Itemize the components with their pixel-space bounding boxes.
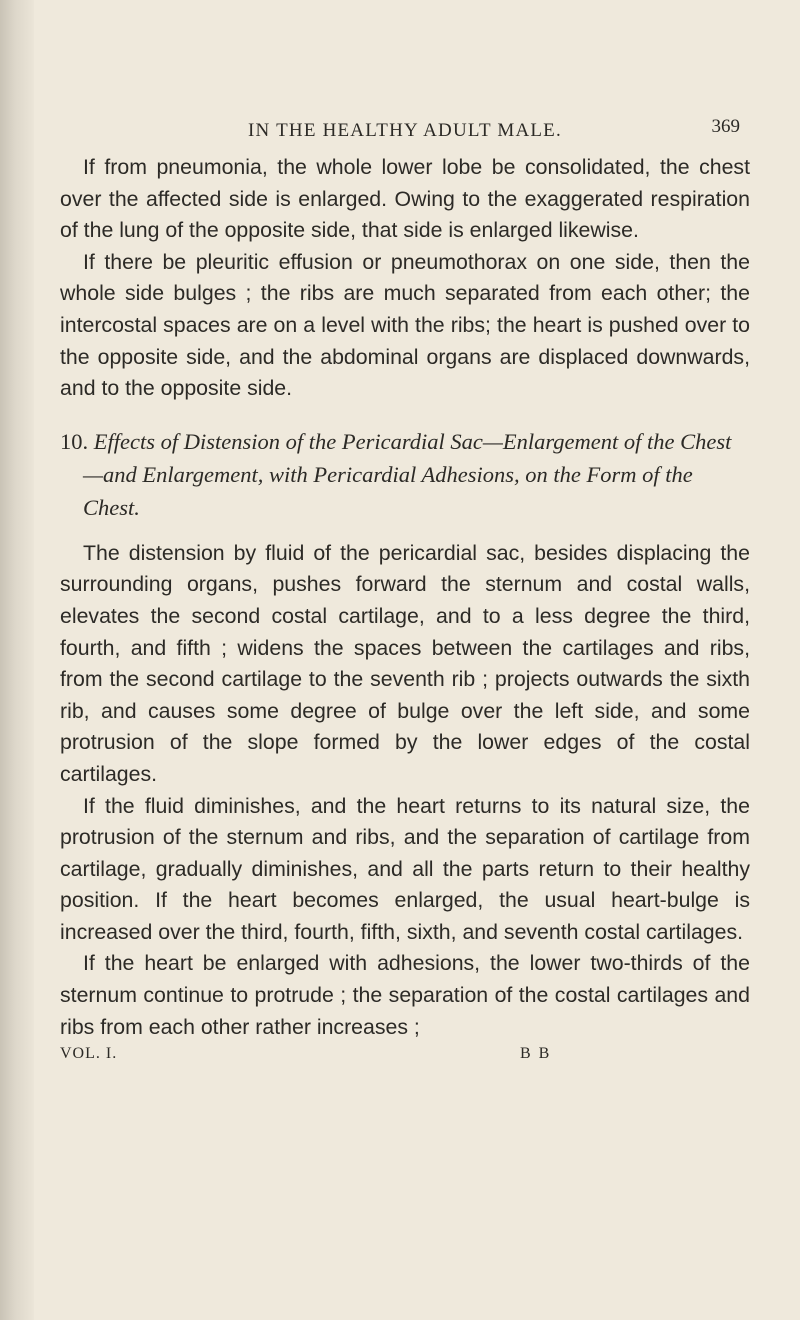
book-page (60, 112, 750, 1073)
running-head (60, 112, 750, 148)
paragraph-pleuritic-effusion: If there be pleuritic effusion or pneumothorax on one side, then the whole side bulges ; the ribs are much separated from each other; the intercostal spaces are on a level with the ribs; the heart is pushed over to the opposite side, and the abdominal organs are displaced downwards, and to the opposite side. (60, 249, 750, 401)
running-title: IN THE HEALTHY ADULT MALE. (248, 120, 562, 141)
page-number: 369 (711, 116, 740, 137)
section-title: Effects of Distension of the Pericardial Sac—Enlargement of the Chest—and Enlargement, with Pericardial Adhesions, on the Form of the Chest. (83, 428, 732, 520)
signature-mark: B B (520, 1045, 552, 1063)
page-footer (60, 1043, 750, 1073)
paragraph-fluid-diminishes: If the fluid diminishes, and the heart returns to its natural size, the protrusion of the sternum and ribs, and the separation of cartilage from cartilage, gradually diminishes, and all the parts return to their healthy position. If the heart becomes enlarged, the usual heart-bulge is increased over the third, fourth, fifth, sixth, and seventh costal cartilages. (60, 793, 750, 944)
binding-gutter (0, 0, 34, 1320)
paragraph-heart-adhesions: If the heart be enlarged with adhesions, the lower two-thirds of the sternum continue to protrude ; the separation of the costal cartilages and ribs from each other rather increases ; (60, 951, 750, 1039)
volume-label: VOL. I. (60, 1045, 118, 1063)
section-number: 10. (60, 428, 89, 454)
section-heading (60, 425, 750, 524)
paragraph-pericardial-distension: The distension by fluid of the pericardial sac, besides displacing the surrounding organs, pushes forward the sternum and costal walls, elevates the second costal cartilage, and to a less degree the third, fourth, and fifth ; widens the spaces between the cartilages and ribs, from the second cartilage to the seventh rib ; projects outwards the sixth rib, and causes some degree of bulge over the left side, and some protrusion of the slope formed by the lower edges of the costal cartilages. (60, 540, 750, 786)
paragraph-pneumonia: If from pneumonia, the whole lower lobe be consolidated, the chest over the affected side is enlarged. Owing to the exaggerated respiration of the lung of the opposite side, that side is enlarged likewise. (60, 155, 750, 243)
